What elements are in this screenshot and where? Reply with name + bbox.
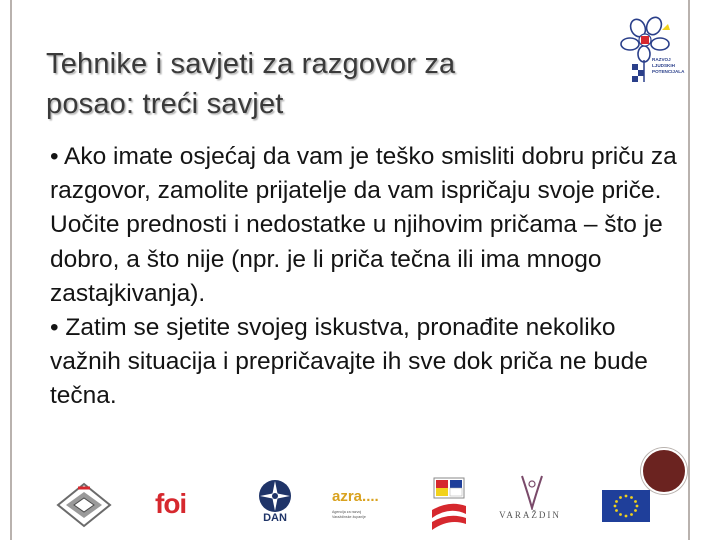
eu-flag-icon [602, 490, 650, 527]
frame-left-line [10, 0, 12, 540]
slide-title [46, 44, 606, 124]
azra-sub-line: Varaždinske županije [332, 515, 366, 519]
top-logo-line: POTENCIJALA [652, 69, 685, 74]
varazdin-logo-icon [518, 474, 546, 515]
foi-logo: foi [155, 488, 187, 519]
slide-body [50, 140, 680, 414]
varazdin-logo-label: VARAŽDIN [499, 510, 561, 520]
azra-logo-subtitle [332, 510, 394, 520]
county-coat-of-arms-icon [430, 476, 468, 539]
dan-logo-label: DAN [263, 512, 287, 524]
azra-logo [332, 488, 379, 505]
bullet-paragraph-2: • Zatim se sjetite svojeg iskustva, pronađite nekoliko važnih situacija i prepričavajte ih sve dok priča ne bude tečna. [50, 314, 648, 410]
partner-emblem-icon [56, 482, 112, 533]
flower-logo-icon [618, 16, 692, 88]
azra-sub-line: Agencija za razvoj [332, 510, 362, 514]
bullet-paragraph-1: • Ako imate osjećaj da vam je teško smisliti dobru priču za razgovor, zamolite prijatelje da vam ispričaju svoje priče. Uočite prednosti i nedostatke u njihovim pričama – što je dobro, a što nije (npr. je li priča tečna ili ima mnogo zastajkivanja). [50, 143, 677, 307]
slide-title-line-1: Tehnike i savjeti za razgovor za [46, 48, 456, 80]
top-logo-line: RAZVOJ [652, 57, 671, 62]
slide-title-line-2: posao: treći savjet [46, 88, 284, 120]
partner-logos [0, 470, 720, 540]
top-logo-text [652, 57, 696, 75]
azra-logo-text: azra.... [332, 488, 379, 505]
top-logo-line: LJUDSKIH [652, 63, 675, 68]
